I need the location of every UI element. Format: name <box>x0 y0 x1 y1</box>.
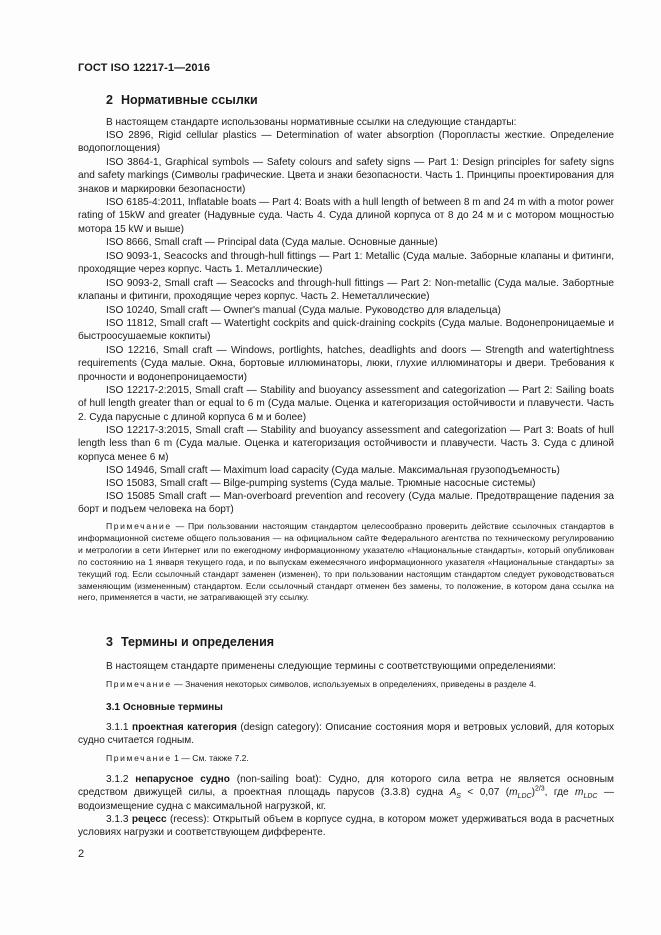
term-definition: (recess): Открытый объем в корпусе судна, в котором может удерживаться вода в расчетных условиях нагрузки и соответствующем дифференте. <box>78 814 614 839</box>
term-name: непарусное судно <box>135 774 230 785</box>
reference-item: ISO 2896, Rigid cellular plastics — Determination of water absorption (Поропласты жесткие. Определение водопоглощения) <box>78 130 614 155</box>
reference-item: ISO 10240, Small craft — Owner's manual (Суда малые. Руководство для владельца) <box>106 305 501 316</box>
note-text: — Значения некоторых символов, используемых в определениях, приведены в разделе 4. <box>174 679 537 689</box>
reference-item: ISO 15083, Small craft — Bilge-pumping systems (Суда малые. Трюмные насосные системы) <box>106 478 536 489</box>
term-name: рецесс <box>131 814 167 825</box>
note-label: Примечание <box>106 521 172 531</box>
symbol-mldc: $m_{LDC}$ <box>509 787 532 801</box>
term-number: 3.1.1 <box>106 722 129 733</box>
reference-item: ISO 9093-1, Seacocks and through-hull fittings — Part 1: Metallic (Суда малые. Заборные клапаны и фитинги, проходящие через корпус. Часть 1. Металлические) <box>78 251 614 276</box>
term-number: 3.1.3 <box>106 814 129 825</box>
note-text: 1 — См. также 7.2. <box>174 753 249 763</box>
section-3-note <box>78 679 614 691</box>
term-definition: (design category): Описание состояния моря и ветровых условий, для которых судно считается годным. <box>78 722 614 747</box>
term-3-1-1-note <box>78 753 614 765</box>
section-2-note <box>78 521 614 604</box>
reference-item: ISO 11812, Small craft — Watertight cockpits and quick-draining cockpits (Суда малые. Водонепроницаемые и быстроосушаемые кокпиты) <box>78 318 614 343</box>
reference-item: ISO 8666, Small craft — Principal data (Суда малые. Основные данные) <box>106 237 438 248</box>
reference-item: ISO 3864-1, Graphical symbols — Safety colours and safety signs — Part 1: Design principles for safety signs and safety markings (Символы графические. Цвета и знаки безопасности. Часть 1. Принципы проектирования для знаков и маркировки безопасности) <box>78 157 614 195</box>
section-title: Нормативные ссылки <box>120 93 258 107</box>
note-label: Примечание <box>106 753 172 763</box>
reference-item: ISO 9093-2, Small craft — Seacocks and through-hull fittings — Part 2: Non-metallic (Суда малые. Забортные клапаны и фитинги, проходящие через корпус. Часть 2. Неметаллические) <box>78 278 614 303</box>
section-3-heading <box>106 635 274 649</box>
term-name: проектная категория <box>131 722 237 733</box>
reference-item: ISO 12217-3:2015, Small craft — Stability and buoyancy assessment and categorization — Part 3: Boats of hull length less than 6 m (Суда малые. Оценка и категоризация остойчивости и плавучести. Часть 3. Суда с длиной корпуса менее 6 м) <box>78 425 614 463</box>
symbol-mldc: $m_{LDC}$ <box>575 787 598 801</box>
term-number: 3.1.2 <box>106 774 129 785</box>
term-3-1-3 <box>78 813 614 840</box>
page-number: 2 <box>78 848 85 860</box>
term-3-1-2: 3.1.2 непарусное судно (non-sailing boat): Судно, для которого сила ветра не является основным средством движущей силы, а проектная площадь парусов (3.3.8) судна $A_S < 0,07$ $(m_{LDC})^{2/3}$, где $m_{LDC}$ — водоизмещение судна с максимальной нагрузкой, кг. <box>78 774 614 812</box>
exponent: 2/3 <box>534 786 545 794</box>
reference-item: ISO 15085 Small craft — Man-overboard prevention and recovery (Суда малые. Предотвращение падения за борт и подъем человека на борт) <box>78 491 614 516</box>
section-number: 2 <box>106 93 113 107</box>
term-definition: (non-sailing boat): Судно, для которого сила ветра не является основным средством движущей силы, а проектная площадь парусов (3.3.8) судна <box>78 774 614 799</box>
document-header: ГОСТ ISO 12217-1—2016 <box>78 62 211 74</box>
reference-item: ISO 6185-4:2011, Inflatable boats — Part 4: Boats with a hull length of between 8 m and 24 m with a motor power rating of 15kW and greater (Надувные суда. Часть 4. Суда длиной корпуса от 8 до 24 м и с мотором мощностью мотора 15 kW и выше) <box>78 197 614 235</box>
reference-item: ISO 14946, Small craft — Maximum load capacity (Суда малые. Максимальная грузоподъемность) <box>106 465 560 476</box>
symbol-as: $A_S$ <box>449 787 461 801</box>
note-text: — При пользовании настоящим стандартом целесообразно проверить действие ссылочных стандартов в информационной системе общего пользования — на официальном сайте Федерального агентства по техническому регулированию и метрологии в сети Интернет или по ежегодному информационному указателю «Национальные стандарты», который опубликован по состоянию на 1 января текущего года, и по выпускам ежемесячного информационного указателя «Национальные стандарты» за текущий год. Если ссылочный стандарт заменен (изменен), то при пользовании настоящим стандартом следует руководствоваться заменяющим (измененным) стандартом. Если ссылочный стандарт отменен без замены, то положение, в котором дана ссылка на него, применяется в части, не затрагивающей эту ссылку. <box>78 521 615 603</box>
section-2-heading <box>106 93 258 107</box>
subsection-3-1-heading: 3.1 Основные термины <box>106 702 223 713</box>
section-2-intro: В настоящем стандарте использованы нормативные ссылки на следующие стандарты: <box>106 117 517 128</box>
note-label: Примечание <box>106 679 172 689</box>
reference-item: ISO 12216, Small craft — Windows, portlights, hatches, deadlights and doors — Strength and watertightness requirements (Суда малые. Окна, бортовые иллюминаторы, люки, глухие иллюминаторы и двери. Требования к прочности и водонепроницаемости) <box>78 345 614 383</box>
term-3-1-1 <box>78 721 614 748</box>
section-title: Термины и определения <box>120 635 275 649</box>
reference-item: ISO 12217-2:2015, Small craft — Stability and buoyancy assessment and categorization — Part 2: Sailing boats of hull length greater than or equal to 6 m (Суда малые. Оценка и категоризация остойчивости и плавучести. Часть 2. Суда парусные с длиной корпуса 6 м и более) <box>78 385 614 423</box>
section-number: 3 <box>106 635 113 649</box>
section-3-intro: В настоящем стандарте применены следующие термины с соответствующими определениями: <box>106 661 556 672</box>
